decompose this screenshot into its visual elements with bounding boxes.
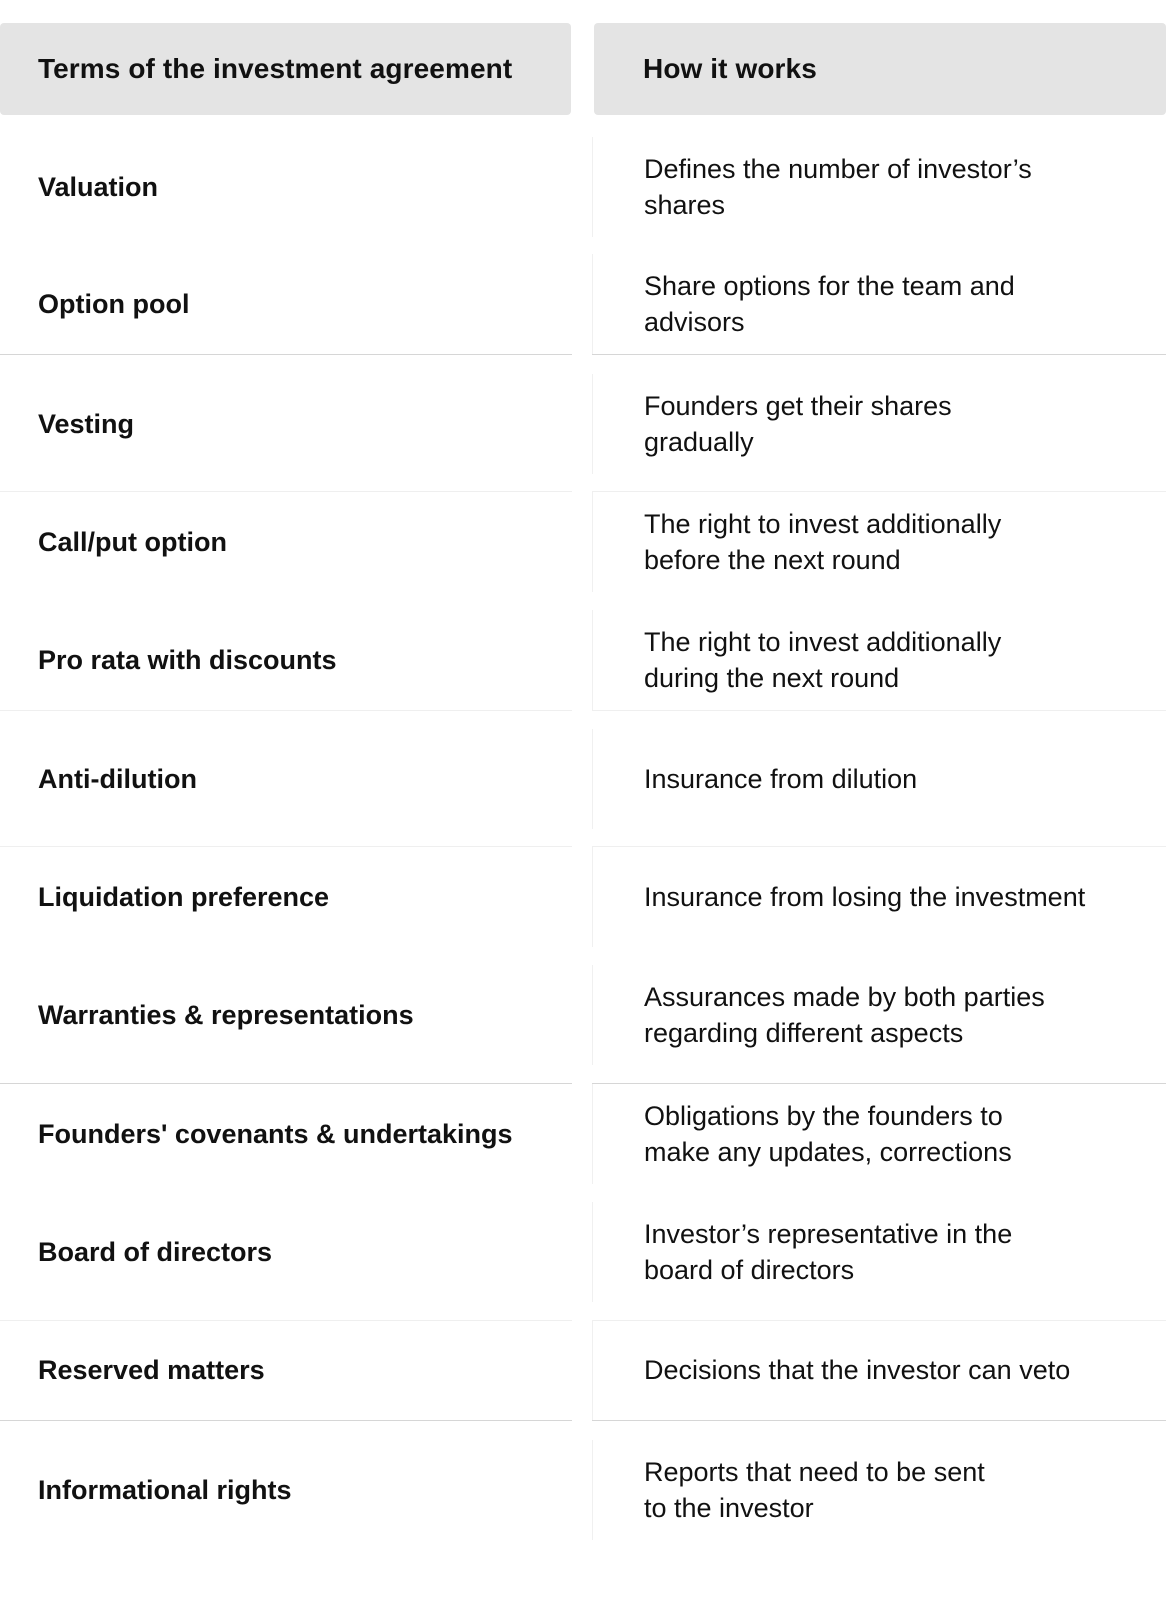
header-how-it-works: How it works [594,23,1166,115]
table-row [0,729,1166,829]
header-term: Terms of the investment agreement [0,23,571,115]
how-it-works-cell: Founders get their shares gradually [592,374,1166,474]
row-divider [0,710,572,711]
how-it-works-cell: Assurances made by both parties regarding different aspects [592,965,1166,1065]
term-cell: Vesting [38,408,135,439]
table-row [0,137,1166,237]
row-divider [592,710,1166,711]
table-row [0,847,1166,947]
table-row [0,965,1166,1065]
row-divider [592,1420,1166,1421]
how-it-works-cell: Insurance from dilution [592,729,1166,829]
term-cell: Liquidation preference [38,881,330,912]
table-row [0,1084,1166,1184]
how-it-works-cell: Investor’s representative in the board of directors [592,1202,1166,1302]
table-row [0,254,1166,354]
how-it-works-cell: The right to invest additionally during the next round [592,610,1166,710]
term-cell: Anti-dilution [38,763,197,794]
term-cell: Founders' covenants & undertakings [38,1118,513,1149]
how-it-works-cell: Decisions that the investor can veto [592,1320,1166,1420]
how-it-works-cell: Obligations by the founders to make any updates, corrections [592,1084,1166,1184]
table-row [0,1320,1166,1420]
how-it-works-cell: Defines the number of investor’s shares [592,137,1166,237]
term-cell: Informational rights [38,1474,292,1505]
how-it-works-cell: Reports that need to be sent to the investor [592,1440,1166,1540]
table-row [0,374,1166,474]
row-divider [592,354,1166,355]
table-row [0,610,1166,710]
table-row [0,492,1166,592]
term-cell: Pro rata with discounts [38,644,337,675]
table-row [0,1202,1166,1302]
how-it-works-cell: Share options for the team and advisors [592,254,1166,354]
row-divider [0,354,572,355]
term-cell: Board of directors [38,1236,273,1267]
term-cell: Warranties & representations [38,999,414,1030]
table-row [0,1440,1166,1540]
row-divider [0,1420,572,1421]
term-cell: Valuation [38,171,159,202]
term-cell: Option pool [38,288,190,319]
how-it-works-cell: The right to invest additionally before the next round [592,492,1166,592]
term-cell: Call/put option [38,526,227,557]
how-it-works-cell: Insurance from losing the investment [592,847,1166,947]
term-cell: Reserved matters [38,1354,265,1385]
